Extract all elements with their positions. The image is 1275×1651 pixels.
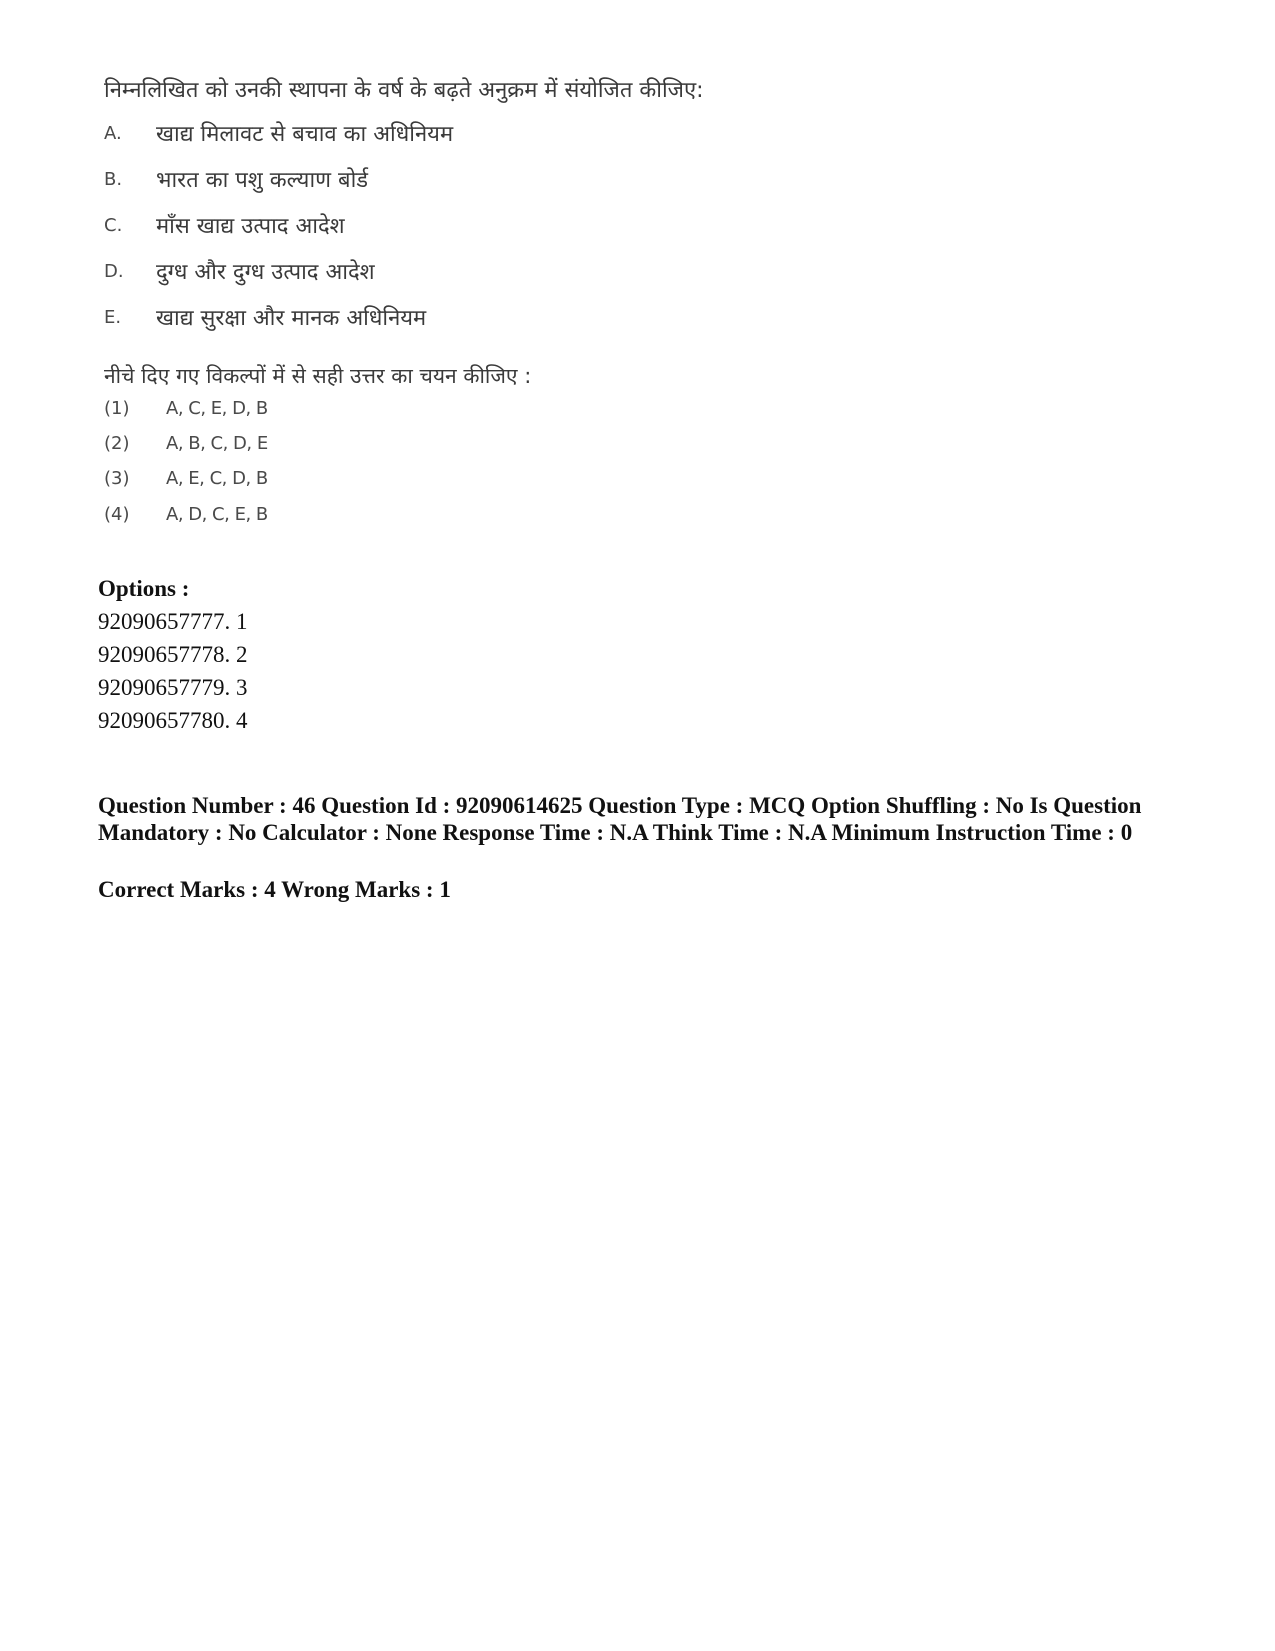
answer-sequence: A, E, C, D, B bbox=[166, 467, 268, 489]
answer-sequence: A, D, C, E, B bbox=[166, 503, 268, 525]
question-meta: Question Number : 46 Question Id : 92090614625 Question Type : MCQ Option Shuffling : No Is Question Mandatory : No Calculator : None Response Time : N.A Think Time : N.A Minimum Instruction Time : 0 bbox=[98, 793, 1142, 845]
statement-d bbox=[104, 254, 375, 288]
question-image bbox=[98, 62, 798, 562]
statement-c bbox=[104, 208, 345, 242]
options-heading: Options : bbox=[98, 576, 190, 601]
statement-a bbox=[104, 116, 453, 150]
answer-number: (1) bbox=[104, 397, 130, 419]
answer-number: (4) bbox=[104, 503, 130, 525]
statement-letter: D. bbox=[104, 260, 124, 282]
marks-info: Correct Marks : 4 Wrong Marks : 1 bbox=[98, 877, 451, 902]
statement-letter: B. bbox=[104, 168, 123, 190]
option-item: 92090657780. 4 bbox=[98, 708, 248, 733]
answer-choice-2 bbox=[104, 428, 268, 458]
answer-choice-1 bbox=[104, 393, 268, 423]
choose-instruction: नीचे दिए गए विकल्पों में से सही उत्तर का चयन कीजिए : bbox=[104, 364, 532, 388]
statement-letter: C. bbox=[104, 214, 123, 236]
answer-choice-3 bbox=[104, 463, 268, 493]
option-item: 92090657777. 1 bbox=[98, 609, 248, 634]
question-stem: निम्नलिखित को उनकी स्थापना के वर्ष के बढ़ते अनुक्रम में संयोजित कीजिए: bbox=[104, 78, 704, 103]
statement-letter: E. bbox=[104, 306, 122, 328]
statement-text: खाद्य मिलावट से बचाव का अधिनियम bbox=[156, 122, 454, 147]
statement-letter: A. bbox=[104, 122, 122, 144]
answer-sequence: A, B, C, D, E bbox=[166, 432, 268, 454]
option-item: 92090657778. 2 bbox=[98, 642, 248, 667]
statement-b bbox=[104, 162, 368, 196]
option-item: 92090657779. 3 bbox=[98, 675, 248, 700]
answer-sequence: A, C, E, D, B bbox=[166, 397, 268, 419]
answer-choice-4 bbox=[104, 499, 268, 529]
statement-text: माँस खाद्य उत्पाद आदेश bbox=[156, 214, 345, 239]
statement-e bbox=[104, 300, 426, 334]
statement-text: भारत का पशु कल्याण बोर्ड bbox=[156, 168, 369, 193]
answer-number: (2) bbox=[104, 432, 130, 454]
statement-text: खाद्य सुरक्षा और मानक अधिनियम bbox=[156, 306, 427, 331]
statement-text: दुग्ध और दुग्ध उत्पाद आदेश bbox=[156, 260, 375, 285]
answer-number: (3) bbox=[104, 467, 130, 489]
